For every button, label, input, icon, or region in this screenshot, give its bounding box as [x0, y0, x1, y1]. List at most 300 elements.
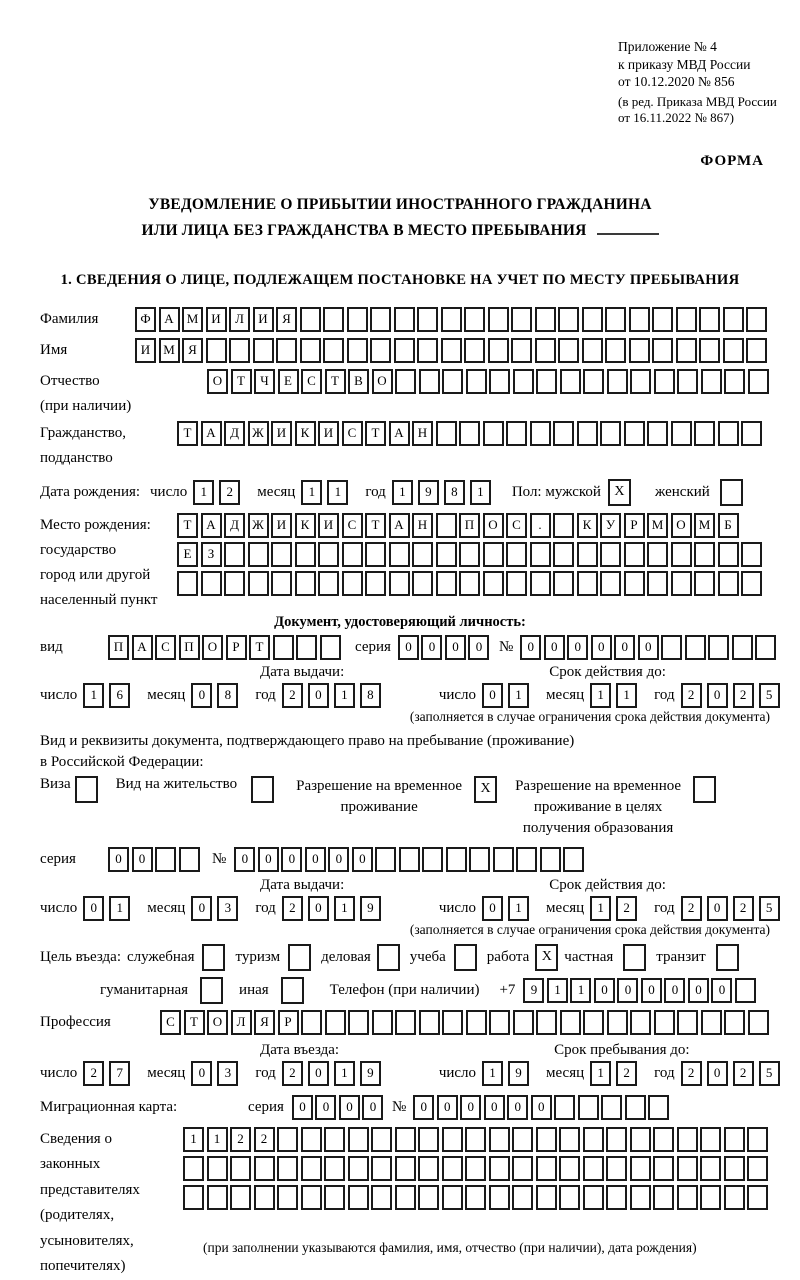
form-cell[interactable]: П [459, 513, 480, 538]
form-cell[interactable] [536, 1010, 557, 1035]
form-cell[interactable] [301, 1010, 322, 1035]
form-cell[interactable]: Я [182, 338, 203, 363]
form-cell[interactable] [441, 338, 462, 363]
form-cell[interactable]: 0 [617, 978, 638, 1003]
form-cell[interactable] [583, 1127, 604, 1152]
form-cell[interactable]: 2 [733, 1061, 754, 1086]
form-cell[interactable] [724, 1010, 745, 1035]
form-cell[interactable] [324, 1156, 345, 1181]
form-cell[interactable] [700, 1127, 721, 1152]
form-cell[interactable]: 1 [590, 683, 611, 708]
form-cell[interactable]: 2 [254, 1127, 275, 1152]
form-cell[interactable] [540, 847, 561, 872]
form-cell[interactable]: 2 [616, 1061, 637, 1086]
form-cell[interactable] [488, 307, 509, 332]
form-cell[interactable]: 1 [616, 683, 637, 708]
form-cell[interactable]: 2 [733, 896, 754, 921]
form-cell[interactable]: Я [254, 1010, 275, 1035]
form-cell[interactable] [488, 338, 509, 363]
form-cell[interactable] [300, 307, 321, 332]
form-cell[interactable] [606, 1127, 627, 1152]
form-cell[interactable]: 0 [191, 1061, 212, 1086]
form-cell[interactable]: 0 [591, 635, 612, 660]
form-cell[interactable] [323, 307, 344, 332]
form-cell[interactable] [535, 307, 556, 332]
form-cell[interactable]: 0 [688, 978, 709, 1003]
sex-female-checkbox[interactable] [720, 479, 743, 506]
form-cell[interactable] [273, 635, 294, 660]
form-cell[interactable]: У [600, 513, 621, 538]
form-cell[interactable]: Л [231, 1010, 252, 1035]
form-cell[interactable] [417, 338, 438, 363]
form-cell[interactable] [511, 338, 532, 363]
form-cell[interactable] [300, 338, 321, 363]
form-cell[interactable]: 1 [334, 683, 355, 708]
form-cell[interactable]: 0 [711, 978, 732, 1003]
purpose-official-checkbox[interactable] [202, 944, 225, 971]
form-cell[interactable]: 0 [108, 847, 129, 872]
form-cell[interactable]: Ж [248, 513, 269, 538]
form-cell[interactable] [577, 421, 598, 446]
form-cell[interactable] [624, 571, 645, 596]
form-cell[interactable]: О [202, 635, 223, 660]
form-cell[interactable] [465, 1127, 486, 1152]
form-cell[interactable]: 0 [641, 978, 662, 1003]
form-cell[interactable]: М [159, 338, 180, 363]
form-cell[interactable] [301, 1127, 322, 1152]
form-cell[interactable]: Ч [254, 369, 275, 394]
form-cell[interactable] [459, 542, 480, 567]
form-cell[interactable]: 1 [334, 1061, 355, 1086]
form-cell[interactable] [671, 571, 692, 596]
purpose-study-checkbox[interactable] [454, 944, 477, 971]
form-cell[interactable] [647, 542, 668, 567]
form-cell[interactable] [320, 635, 341, 660]
form-cell[interactable] [629, 307, 650, 332]
form-cell[interactable] [348, 1185, 369, 1210]
form-cell[interactable] [465, 1185, 486, 1210]
form-cell[interactable] [708, 635, 729, 660]
form-cell[interactable] [685, 635, 706, 660]
form-cell[interactable] [442, 369, 463, 394]
form-cell[interactable] [512, 1185, 533, 1210]
form-cell[interactable] [469, 847, 490, 872]
form-cell[interactable]: К [295, 421, 316, 446]
form-cell[interactable]: Н [412, 513, 433, 538]
temp-permit-checkbox[interactable]: X [474, 776, 497, 803]
form-cell[interactable]: С [155, 635, 176, 660]
form-cell[interactable] [677, 1010, 698, 1035]
form-cell[interactable]: 7 [109, 1061, 130, 1086]
form-cell[interactable] [735, 978, 756, 1003]
form-cell[interactable] [553, 571, 574, 596]
form-cell[interactable] [605, 338, 626, 363]
form-cell[interactable]: 0 [362, 1095, 383, 1120]
form-cell[interactable] [724, 1185, 745, 1210]
form-cell[interactable]: 2 [219, 480, 240, 505]
form-cell[interactable]: 0 [594, 978, 615, 1003]
form-cell[interactable] [483, 571, 504, 596]
purpose-tourism-checkbox[interactable] [288, 944, 311, 971]
form-cell[interactable] [530, 542, 551, 567]
form-cell[interactable] [536, 1127, 557, 1152]
form-cell[interactable] [206, 338, 227, 363]
form-cell[interactable] [648, 1095, 669, 1120]
form-cell[interactable] [179, 847, 200, 872]
form-cell[interactable]: Т [365, 513, 386, 538]
form-cell[interactable] [516, 847, 537, 872]
form-cell[interactable] [459, 421, 480, 446]
form-cell[interactable] [630, 1156, 651, 1181]
form-cell[interactable]: А [159, 307, 180, 332]
form-cell[interactable] [348, 1127, 369, 1152]
form-cell[interactable] [535, 338, 556, 363]
form-cell[interactable] [630, 1185, 651, 1210]
form-cell[interactable] [389, 571, 410, 596]
form-cell[interactable] [748, 369, 769, 394]
form-cell[interactable]: 0 [292, 1095, 313, 1120]
form-cell[interactable] [671, 542, 692, 567]
form-cell[interactable] [755, 635, 776, 660]
form-cell[interactable] [277, 1127, 298, 1152]
form-cell[interactable]: 2 [616, 896, 637, 921]
form-cell[interactable] [183, 1185, 204, 1210]
form-cell[interactable] [582, 338, 603, 363]
form-cell[interactable]: 0 [281, 847, 302, 872]
form-cell[interactable] [464, 307, 485, 332]
form-cell[interactable]: 9 [360, 1061, 381, 1086]
form-cell[interactable] [677, 1156, 698, 1181]
form-cell[interactable] [747, 1127, 768, 1152]
form-cell[interactable] [625, 1095, 646, 1120]
form-cell[interactable] [741, 542, 762, 567]
form-cell[interactable] [676, 307, 697, 332]
form-cell[interactable] [607, 369, 628, 394]
form-cell[interactable]: 1 [508, 683, 529, 708]
form-cell[interactable]: 3 [217, 1061, 238, 1086]
form-cell[interactable] [271, 571, 292, 596]
form-cell[interactable]: И [253, 307, 274, 332]
form-cell[interactable] [276, 338, 297, 363]
form-cell[interactable] [629, 338, 650, 363]
form-cell[interactable] [652, 307, 673, 332]
form-cell[interactable]: 0 [707, 896, 728, 921]
form-cell[interactable] [607, 1010, 628, 1035]
form-cell[interactable] [630, 369, 651, 394]
form-cell[interactable] [419, 369, 440, 394]
form-cell[interactable]: Е [177, 542, 198, 567]
form-cell[interactable]: 1 [470, 480, 491, 505]
form-cell[interactable] [442, 1156, 463, 1181]
form-cell[interactable]: 1 [83, 683, 104, 708]
form-cell[interactable] [446, 847, 467, 872]
form-cell[interactable] [554, 1095, 575, 1120]
form-cell[interactable]: О [671, 513, 692, 538]
form-cell[interactable] [365, 571, 386, 596]
form-cell[interactable] [563, 847, 584, 872]
form-cell[interactable]: 0 [234, 847, 255, 872]
purpose-work-checkbox[interactable]: X [535, 944, 558, 971]
form-cell[interactable]: Е [278, 369, 299, 394]
form-cell[interactable]: 1 [334, 896, 355, 921]
purpose-other-checkbox[interactable] [281, 977, 304, 1004]
form-cell[interactable]: 0 [520, 635, 541, 660]
form-cell[interactable] [506, 421, 527, 446]
form-cell[interactable] [601, 1095, 622, 1120]
edu-permit-checkbox[interactable] [693, 776, 716, 803]
form-cell[interactable] [653, 1127, 674, 1152]
form-cell[interactable]: 0 [315, 1095, 336, 1120]
form-cell[interactable] [536, 1185, 557, 1210]
form-cell[interactable]: А [389, 513, 410, 538]
form-cell[interactable]: 0 [339, 1095, 360, 1120]
form-cell[interactable] [342, 571, 363, 596]
form-cell[interactable]: Ж [248, 421, 269, 446]
purpose-transit-checkbox[interactable] [716, 944, 739, 971]
form-cell[interactable] [600, 421, 621, 446]
form-cell[interactable] [654, 1010, 675, 1035]
form-cell[interactable] [183, 1156, 204, 1181]
form-cell[interactable] [694, 421, 715, 446]
form-cell[interactable]: 0 [328, 847, 349, 872]
form-cell[interactable] [436, 513, 457, 538]
form-cell[interactable] [323, 338, 344, 363]
form-cell[interactable] [395, 1127, 416, 1152]
form-cell[interactable] [606, 1185, 627, 1210]
form-cell[interactable]: 0 [638, 635, 659, 660]
form-cell[interactable]: 0 [308, 683, 329, 708]
form-cell[interactable] [583, 369, 604, 394]
form-cell[interactable] [412, 542, 433, 567]
form-cell[interactable] [511, 307, 532, 332]
form-cell[interactable] [513, 369, 534, 394]
form-cell[interactable] [605, 307, 626, 332]
form-cell[interactable] [583, 1185, 604, 1210]
form-cell[interactable]: Р [624, 513, 645, 538]
form-cell[interactable] [512, 1127, 533, 1152]
form-cell[interactable] [489, 1185, 510, 1210]
form-cell[interactable]: 0 [445, 635, 466, 660]
form-cell[interactable]: Н [412, 421, 433, 446]
form-cell[interactable] [577, 542, 598, 567]
form-cell[interactable]: 2 [282, 1061, 303, 1086]
form-cell[interactable] [436, 421, 457, 446]
form-cell[interactable] [224, 571, 245, 596]
form-cell[interactable]: 1 [482, 1061, 503, 1086]
form-cell[interactable]: 0 [308, 1061, 329, 1086]
purpose-humanitarian-checkbox[interactable] [200, 977, 223, 1004]
form-cell[interactable]: 3 [217, 896, 238, 921]
form-cell[interactable]: 0 [507, 1095, 528, 1120]
form-cell[interactable] [295, 571, 316, 596]
form-cell[interactable] [559, 1127, 580, 1152]
form-cell[interactable]: Т [325, 369, 346, 394]
form-cell[interactable]: Т [184, 1010, 205, 1035]
form-cell[interactable] [371, 1156, 392, 1181]
form-cell[interactable] [394, 338, 415, 363]
form-cell[interactable]: З [201, 542, 222, 567]
form-cell[interactable] [418, 1185, 439, 1210]
sex-male-checkbox[interactable]: X [608, 479, 631, 506]
form-cell[interactable] [718, 542, 739, 567]
form-cell[interactable] [723, 307, 744, 332]
form-cell[interactable] [489, 1127, 510, 1152]
form-cell[interactable]: С [160, 1010, 181, 1035]
form-cell[interactable] [395, 1010, 416, 1035]
form-cell[interactable] [436, 571, 457, 596]
form-cell[interactable] [389, 542, 410, 567]
form-cell[interactable]: П [179, 635, 200, 660]
form-cell[interactable]: . [530, 513, 551, 538]
form-cell[interactable] [324, 1127, 345, 1152]
form-cell[interactable] [324, 1185, 345, 1210]
form-cell[interactable] [493, 847, 514, 872]
form-cell[interactable]: 5 [759, 683, 780, 708]
form-cell[interactable] [699, 338, 720, 363]
form-cell[interactable]: 0 [413, 1095, 434, 1120]
form-cell[interactable] [301, 1185, 322, 1210]
form-cell[interactable]: Ф [135, 307, 156, 332]
form-cell[interactable]: 0 [707, 1061, 728, 1086]
form-cell[interactable]: И [135, 338, 156, 363]
form-cell[interactable]: Р [226, 635, 247, 660]
form-cell[interactable] [372, 1010, 393, 1035]
form-cell[interactable] [701, 1010, 722, 1035]
form-cell[interactable] [741, 421, 762, 446]
form-cell[interactable] [459, 571, 480, 596]
form-cell[interactable] [677, 369, 698, 394]
form-cell[interactable] [395, 1156, 416, 1181]
form-cell[interactable] [201, 571, 222, 596]
form-cell[interactable] [441, 307, 462, 332]
form-cell[interactable]: Т [231, 369, 252, 394]
form-cell[interactable]: 0 [664, 978, 685, 1003]
form-cell[interactable]: К [295, 513, 316, 538]
form-cell[interactable] [530, 571, 551, 596]
form-cell[interactable] [553, 542, 574, 567]
form-cell[interactable]: С [342, 421, 363, 446]
form-cell[interactable] [442, 1010, 463, 1035]
form-cell[interactable] [630, 1010, 651, 1035]
form-cell[interactable]: 0 [191, 683, 212, 708]
form-cell[interactable] [647, 571, 668, 596]
form-cell[interactable] [512, 1156, 533, 1181]
form-cell[interactable]: 2 [733, 683, 754, 708]
form-cell[interactable] [558, 307, 579, 332]
residence-permit-checkbox[interactable] [251, 776, 274, 803]
form-cell[interactable]: Д [224, 513, 245, 538]
form-cell[interactable]: 0 [531, 1095, 552, 1120]
form-cell[interactable]: 1 [207, 1127, 228, 1152]
form-cell[interactable] [371, 1185, 392, 1210]
form-cell[interactable] [560, 1010, 581, 1035]
form-cell[interactable] [271, 542, 292, 567]
visa-checkbox[interactable] [75, 776, 98, 803]
form-cell[interactable] [465, 1156, 486, 1181]
form-cell[interactable]: 2 [681, 896, 702, 921]
form-cell[interactable]: С [301, 369, 322, 394]
form-cell[interactable]: М [694, 513, 715, 538]
purpose-private-checkbox[interactable] [623, 944, 646, 971]
form-cell[interactable] [318, 542, 339, 567]
form-cell[interactable]: К [577, 513, 598, 538]
purpose-business-checkbox[interactable] [377, 944, 400, 971]
form-cell[interactable]: И [206, 307, 227, 332]
form-cell[interactable] [553, 421, 574, 446]
form-cell[interactable] [506, 542, 527, 567]
form-cell[interactable] [582, 307, 603, 332]
form-cell[interactable] [399, 847, 420, 872]
form-cell[interactable] [254, 1185, 275, 1210]
form-cell[interactable] [483, 421, 504, 446]
form-cell[interactable] [395, 369, 416, 394]
form-cell[interactable] [600, 542, 621, 567]
form-cell[interactable] [318, 571, 339, 596]
form-cell[interactable]: 0 [484, 1095, 505, 1120]
form-cell[interactable]: Т [249, 635, 270, 660]
form-cell[interactable]: 0 [544, 635, 565, 660]
form-cell[interactable]: 8 [217, 683, 238, 708]
form-cell[interactable]: Т [177, 421, 198, 446]
form-cell[interactable] [694, 571, 715, 596]
form-cell[interactable] [694, 542, 715, 567]
form-cell[interactable] [701, 369, 722, 394]
form-cell[interactable] [248, 542, 269, 567]
form-cell[interactable] [600, 571, 621, 596]
form-cell[interactable]: 0 [398, 635, 419, 660]
form-cell[interactable] [553, 513, 574, 538]
form-cell[interactable]: С [506, 513, 527, 538]
form-cell[interactable] [347, 307, 368, 332]
form-cell[interactable] [365, 542, 386, 567]
form-cell[interactable] [347, 338, 368, 363]
form-cell[interactable] [277, 1156, 298, 1181]
form-cell[interactable] [224, 542, 245, 567]
form-cell[interactable] [248, 571, 269, 596]
form-cell[interactable] [560, 369, 581, 394]
form-cell[interactable]: И [318, 513, 339, 538]
form-cell[interactable] [559, 1185, 580, 1210]
form-cell[interactable] [207, 1185, 228, 1210]
form-cell[interactable]: Л [229, 307, 250, 332]
form-cell[interactable]: 0 [308, 896, 329, 921]
form-cell[interactable]: 1 [193, 480, 214, 505]
form-cell[interactable]: А [132, 635, 153, 660]
form-cell[interactable] [277, 1185, 298, 1210]
form-cell[interactable]: 2 [282, 896, 303, 921]
form-cell[interactable] [295, 542, 316, 567]
form-cell[interactable] [442, 1185, 463, 1210]
form-cell[interactable] [723, 338, 744, 363]
form-cell[interactable]: А [201, 421, 222, 446]
form-cell[interactable] [489, 369, 510, 394]
form-cell[interactable] [558, 338, 579, 363]
form-cell[interactable] [513, 1010, 534, 1035]
form-cell[interactable]: Д [224, 421, 245, 446]
form-cell[interactable]: Т [365, 421, 386, 446]
form-cell[interactable]: А [201, 513, 222, 538]
form-cell[interactable] [296, 635, 317, 660]
form-cell[interactable] [370, 338, 391, 363]
form-cell[interactable]: В [348, 369, 369, 394]
form-cell[interactable]: 5 [759, 896, 780, 921]
form-cell[interactable]: 1 [508, 896, 529, 921]
form-cell[interactable]: 0 [352, 847, 373, 872]
form-cell[interactable]: О [207, 369, 228, 394]
form-cell[interactable]: 2 [230, 1127, 251, 1152]
form-cell[interactable] [301, 1156, 322, 1181]
form-cell[interactable] [652, 338, 673, 363]
